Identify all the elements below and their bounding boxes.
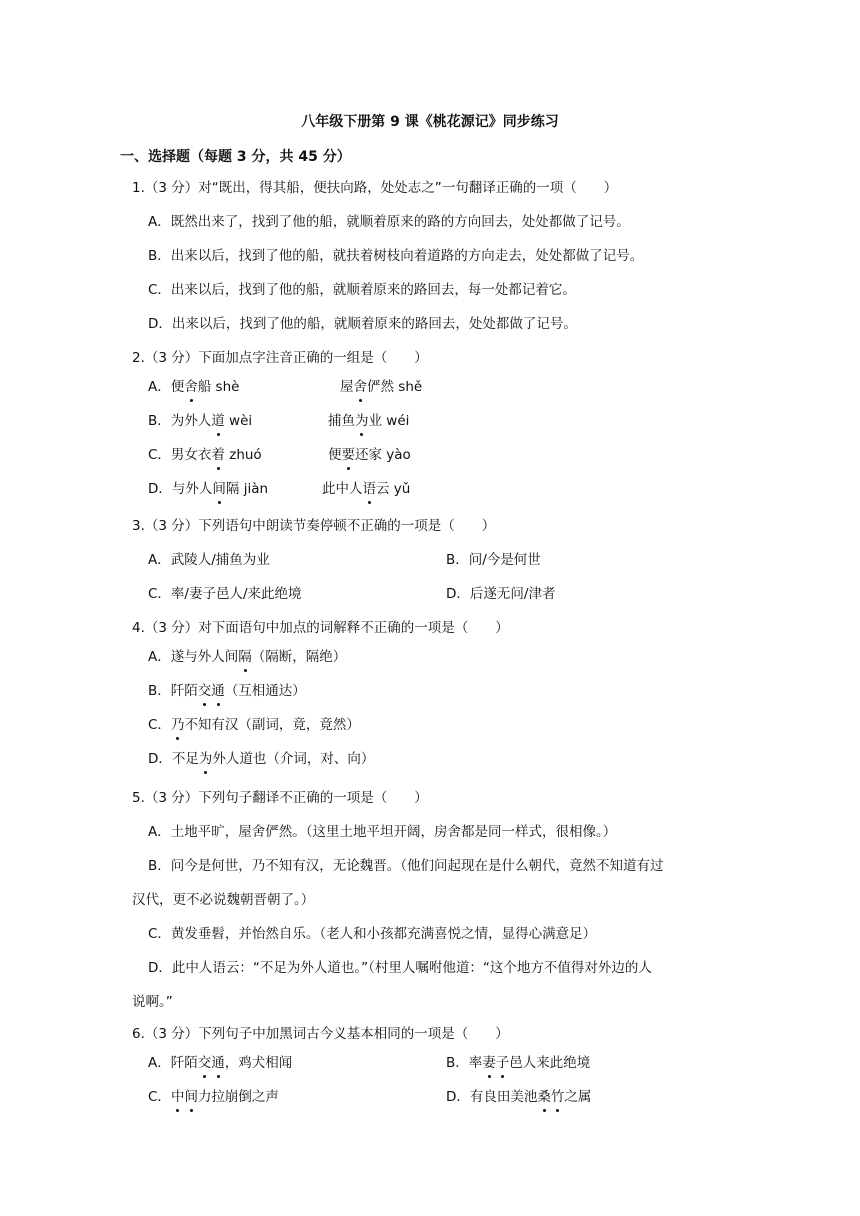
question-1-option-d: D．出来以后，找到了他的船，就顺着原来的路回去，处处都做了记号。 bbox=[148, 316, 577, 332]
question-6-option-b: B．率妻子邑人来此绝境 bbox=[446, 1055, 591, 1071]
question-1-stem: 1.（3 分）对“既出，得其船，便扶向路，处处志之”一句翻译正确的一项（ ） bbox=[132, 180, 618, 196]
question-3-option-a: A．武陵人/捕鱼为业 bbox=[148, 552, 270, 568]
emphasis-dot-char: 竹 bbox=[550, 1089, 565, 1105]
emphasis-dot-char: 要 bbox=[341, 447, 355, 463]
question-2-option-d-second: 此中人语云 yǔ bbox=[322, 481, 411, 497]
question-2-option-c: C．男女衣着 zhuó bbox=[148, 447, 262, 463]
question-2-option-a-second: 屋舍俨然 shě bbox=[340, 379, 423, 395]
question-6-option-a: A．阡陌交通，鸡犬相闻 bbox=[148, 1055, 293, 1071]
question-5-option-b-line2: 汉代，更不必说魏朝晋朝了。） bbox=[132, 892, 315, 908]
question-5-option-d-line1: D．此中人语云：“不足为外人道也。”（村里人嘱咐他道：“这个地方不值得对外边的人 bbox=[148, 960, 652, 976]
emphasis-dot-char: 隔 bbox=[238, 649, 252, 665]
question-6-option-d: D．有良田美池桑竹之属 bbox=[446, 1089, 592, 1105]
question-1-option-c: C．出来以后，找到了他的船，就顺着原来的路回去，每一处都记着它。 bbox=[148, 282, 576, 298]
emphasis-dot-char: 乃 bbox=[170, 717, 185, 733]
emphasis-dot-char: 交 bbox=[197, 683, 212, 699]
question-2-option-b: B．为外人道 wèi bbox=[148, 413, 253, 429]
emphasis-dot-char: 舍 bbox=[184, 379, 198, 395]
question-5-option-d-line2: 说啊。” bbox=[132, 994, 173, 1010]
emphasis-dot-char: 为 bbox=[198, 751, 213, 767]
section-heading: 一、选择题（每题 3 分，共 45 分） bbox=[120, 149, 351, 165]
document-title: 八年级下册第 9 课《桃花源记》同步练习 bbox=[301, 114, 559, 130]
question-4-option-d: D．不足为外人道也（介词，对、向） bbox=[148, 751, 375, 767]
question-4-option-c: C．乃不知有汉（副词，竟，竟然） bbox=[148, 717, 360, 733]
emphasis-dot-char: 着 bbox=[211, 447, 225, 463]
question-4-stem: 4.（3 分）对下面语句中加点的词解释不正确的一项是（ ） bbox=[132, 620, 509, 636]
question-6-stem: 6.（3 分）下列句子中加黑词古今义基本相同的一项是（ ） bbox=[132, 1026, 509, 1042]
emphasis-dot-char: 语 bbox=[362, 481, 376, 497]
question-5-stem: 5.（3 分）下列句子翻译不正确的一项是（ ） bbox=[132, 790, 428, 806]
question-6-option-c: C．中间力拉崩倒之声 bbox=[148, 1089, 279, 1105]
emphasis-dot-char: 间 bbox=[184, 1089, 198, 1105]
emphasis-dot-char: 间 bbox=[212, 481, 226, 497]
question-2-option-a: A．便舍船 shè bbox=[148, 379, 240, 395]
question-4-option-b: B．阡陌交通（互相通达） bbox=[148, 683, 306, 699]
question-3-option-d: D．后遂无问/津者 bbox=[446, 586, 556, 602]
emphasis-dot-char: 通 bbox=[211, 683, 225, 699]
question-1-option-a: A．既然出来了，找到了他的船，就顺着原来的路的方向回去，处处都做了记号。 bbox=[148, 214, 630, 230]
question-5-option-a: A．土地平旷，屋舍俨然。（这里土地平坦开阔，房舍都是同一样式，很相像。） bbox=[148, 824, 617, 840]
question-3-option-c: C．率/妻子邑人/来此绝境 bbox=[148, 586, 302, 602]
emphasis-dot-char: 子 bbox=[495, 1055, 510, 1071]
emphasis-dot-char: 桑 bbox=[537, 1089, 551, 1105]
emphasis-dot-char: 交 bbox=[197, 1055, 212, 1071]
question-1-option-b: B．出来以后，找到了他的船，就扶着树枝向着道路的方向走去，处处都做了记号。 bbox=[148, 248, 644, 264]
question-3-stem: 3.（3 分）下列语句中朗读节奏停顿不正确的一项是（ ） bbox=[132, 518, 496, 534]
question-2-option-c-second: 便要还家 yào bbox=[328, 447, 411, 463]
question-2-option-b-second: 捕鱼为业 wéi bbox=[328, 413, 410, 429]
emphasis-dot-char: 妻 bbox=[482, 1055, 496, 1071]
emphasis-dot-char: 道 bbox=[211, 413, 225, 429]
question-2-stem: 2.（3 分）下面加点字注音正确的一组是（ ） bbox=[132, 350, 428, 366]
question-4-option-a: A．遂与外人间隔（隔断，隔绝） bbox=[148, 649, 347, 665]
emphasis-dot-char: 为 bbox=[355, 413, 369, 429]
question-2-option-d: D．与外人间隔 jiàn bbox=[148, 481, 269, 497]
emphasis-dot-char: 中 bbox=[170, 1089, 185, 1105]
question-3-option-b: B．问/今是何世 bbox=[446, 552, 541, 568]
question-5-option-c: C．黄发垂髫，并怡然自乐。（老人和小孩都充满喜悦之情，显得心满意足） bbox=[148, 926, 597, 942]
question-5-option-b-line1: B．问今是何世，乃不知有汉，无论魏晋。（他们问起现在是什么朝代，竟然不知道有过 bbox=[148, 858, 664, 874]
emphasis-dot-char: 舍 bbox=[353, 379, 367, 395]
emphasis-dot-char: 通 bbox=[211, 1055, 225, 1071]
